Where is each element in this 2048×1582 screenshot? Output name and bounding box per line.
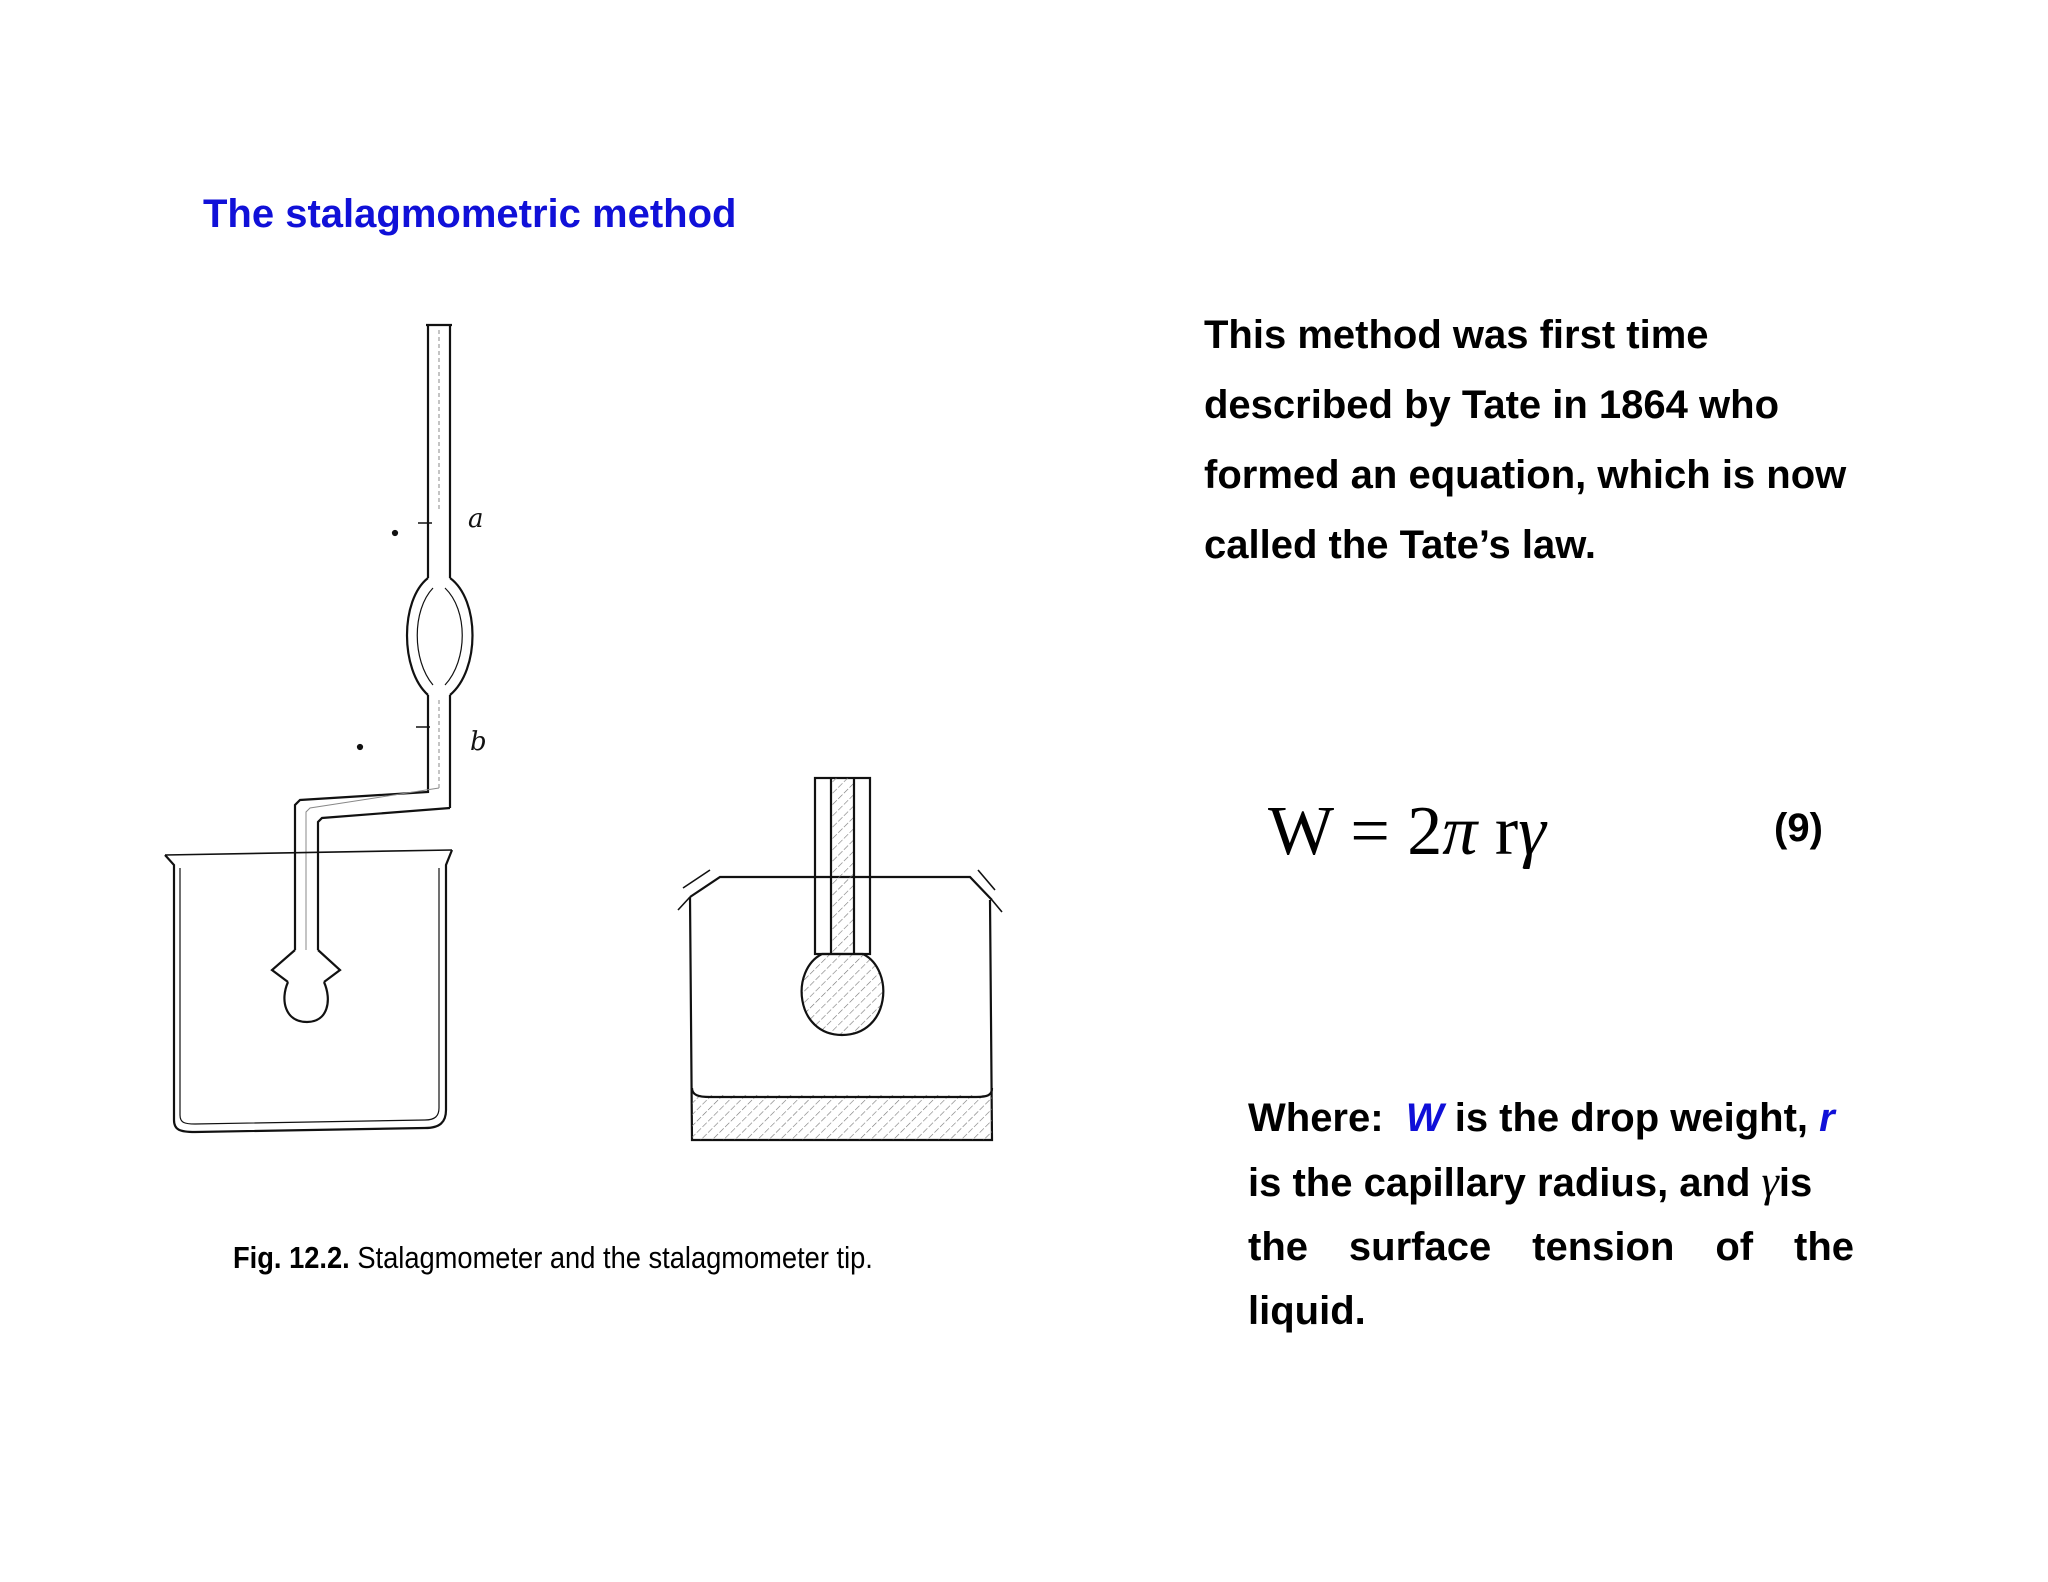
figure-caption-label: Fig. 12.2. — [233, 1240, 350, 1275]
where-line-4: liquid. — [1248, 1289, 1366, 1333]
where-word: the — [1248, 1225, 1308, 1269]
where-text-r: is the capillary radius, and — [1248, 1161, 1751, 1205]
equation-equals: = — [1350, 793, 1390, 870]
page-title: The stalagmometric method — [203, 192, 737, 236]
intro-line: called the Tate’s law. — [1204, 523, 1596, 567]
equation-lhs: W — [1268, 793, 1333, 870]
equation-r: r — [1494, 793, 1519, 870]
intro-line: This method was first time — [1204, 313, 1709, 357]
mark-a-label: a — [468, 504, 484, 534]
where-line-3 — [1248, 1215, 1854, 1279]
figure-caption — [233, 1240, 873, 1276]
where-line-2 — [1248, 1150, 1854, 1215]
where-word: of — [1715, 1225, 1754, 1269]
where-paragraph — [1248, 1086, 1854, 1343]
tate-law-equation — [1268, 792, 1546, 872]
intro-line: formed an equation, which is now — [1204, 453, 1847, 497]
equation-coef: 2 — [1407, 793, 1443, 870]
mark-b-label: b — [470, 727, 487, 757]
stalagmometer-tip-drawing — [678, 778, 1002, 1140]
where-word: tension — [1532, 1225, 1675, 1269]
var-gamma: γ — [1761, 1157, 1779, 1206]
where-text-W: is the drop weight, — [1454, 1096, 1809, 1140]
where-word: surface — [1348, 1225, 1492, 1269]
stalagmometer-figure — [150, 310, 1030, 1170]
figure-caption-text: Stalagmometer and the stalagmometer tip. — [349, 1240, 873, 1275]
where-text-gamma: is — [1778, 1161, 1813, 1205]
where-prefix: Where: — [1248, 1096, 1384, 1140]
var-r: r — [1819, 1096, 1835, 1140]
where-word: the — [1794, 1225, 1854, 1269]
where-line-1 — [1248, 1086, 1854, 1150]
equation-pi: π — [1442, 793, 1478, 870]
stalagmometer-drawing — [165, 325, 473, 1132]
var-W: W — [1405, 1096, 1444, 1140]
intro-line: described by Tate in 1864 who — [1204, 383, 1779, 427]
equation-number: (9) — [1774, 806, 1823, 850]
equation-gamma: γ — [1518, 793, 1546, 870]
intro-paragraph — [1204, 300, 1924, 580]
